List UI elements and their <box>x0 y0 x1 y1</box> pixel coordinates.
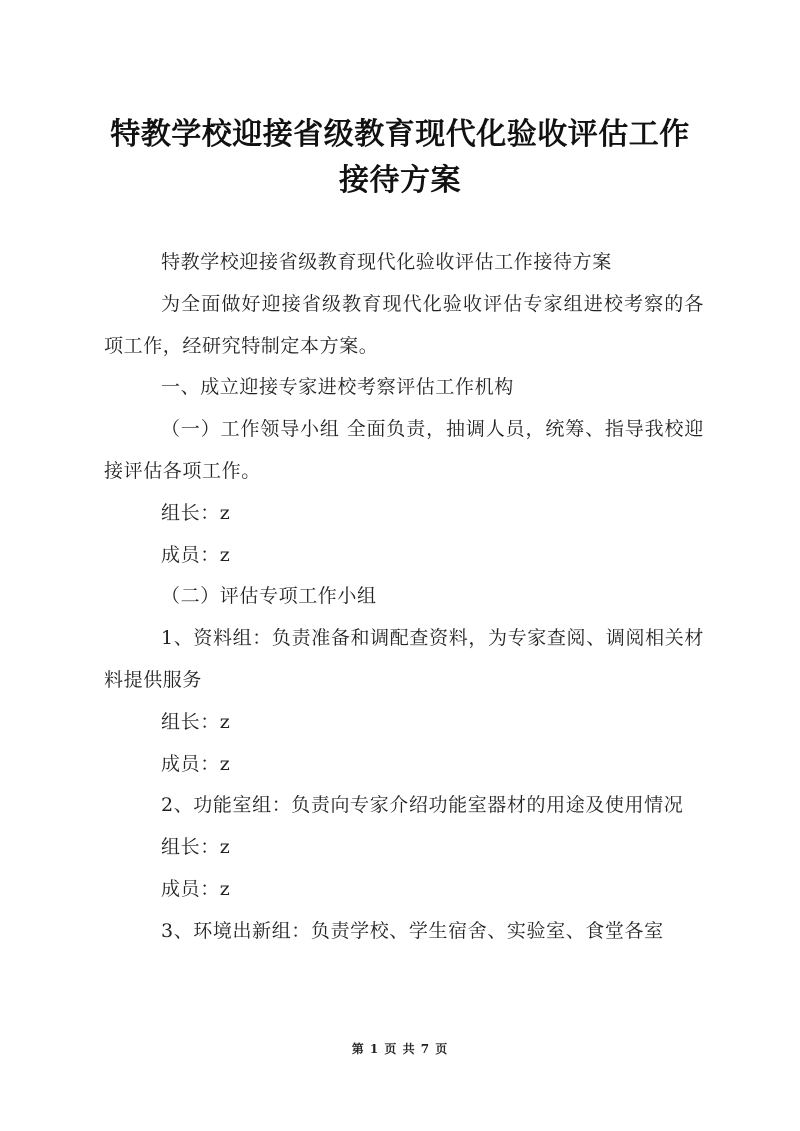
leader-line: 组长：z <box>161 710 231 733</box>
materials-group-paragraph: 1、资料组：负责准备和调配查资料，为专家查阅、调阅相关材料提供服务 <box>104 627 704 691</box>
subsection-special-groups: （二）评估专项工作小组 <box>161 585 377 608</box>
document-body <box>104 242 704 953</box>
purpose-paragraph: 为全面做好迎接省级教育现代化验收评估专家组进校考察的各项工作，经研究特制定本方案。 <box>104 292 704 357</box>
document-title: 特教学校迎接省级教育现代化验收评估工作接待方案 <box>110 117 690 198</box>
section-heading-1: 一、成立迎接专家进校考察评估工作机构 <box>161 376 514 399</box>
members-line: 成员：z <box>161 543 231 566</box>
page-number-footer: 第 1 页 共 7 页 <box>351 1042 449 1056</box>
function-room-group-paragraph: 2、功能室组：负责向专家介绍功能室器材的用途及使用情况 <box>161 794 684 817</box>
leader-line: 组长：z <box>161 501 231 524</box>
subsection-leadership-group: （一）工作领导小组 全面负责，抽调人员，统筹、指导我校迎接评估各项工作。 <box>104 418 704 482</box>
members-line: 成员：z <box>161 752 231 775</box>
environment-group-paragraph: 3、环境出新组：负责学校、学生宿舍、实验室、食堂各室 <box>161 919 664 942</box>
leader-line: 组长：z <box>161 836 231 859</box>
intro-title-paragraph: 特教学校迎接省级教育现代化验收评估工作接待方案 <box>161 251 612 273</box>
members-line: 成员：z <box>161 877 231 900</box>
